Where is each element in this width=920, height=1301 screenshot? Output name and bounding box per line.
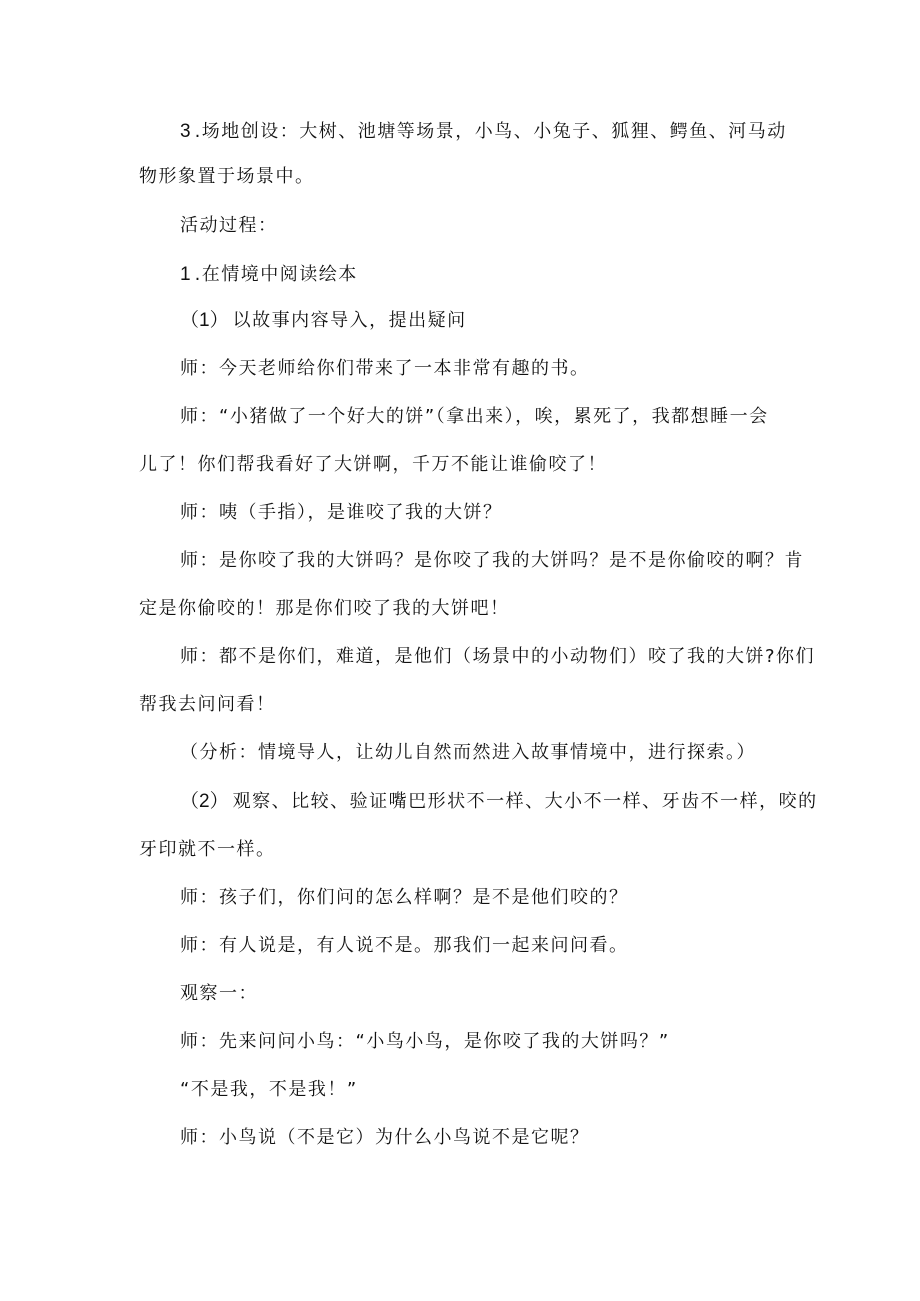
sub-step-heading-observe <box>180 790 818 814</box>
list-number: 3 <box>180 121 191 142</box>
analysis-note: （分析：情境导人，让幼儿自然而然进入故事情境中，进行探索。） <box>180 742 756 763</box>
dialogue-line: 师：“小猪做了一个好大的饼”（拿出来），唉，累死了，我都想睡一会 <box>180 406 769 427</box>
paragraph-venue-setup <box>180 120 787 144</box>
dialogue-line: 师：先来问问小鸟：“小鸟小鸟，是你咬了我的大饼吗？” <box>180 1031 670 1052</box>
step-heading-reading <box>180 263 358 287</box>
dialogue-line-continued: 定是你偷咬的！那是你们咬了我的大饼吧！ <box>139 598 510 619</box>
dialogue-line: 师：咦（手指），是谁咬了我的大饼？ <box>180 502 503 523</box>
paragraph-venue-setup-continued: 物形象置于场景中。 <box>139 166 315 187</box>
dialogue-line: “不是我，不是我！” <box>180 1079 358 1100</box>
observation-heading: 观察一： <box>180 983 258 1004</box>
dialogue-line-continued: 儿了！你们帮我看好了大饼啊，千万不能让谁偷咬了！ <box>139 454 607 475</box>
sub-step-text: 以故事内容导入，提出疑问 <box>232 310 467 331</box>
list-number: （1） <box>180 310 229 331</box>
dialogue-line-continued: 帮我去问问看！ <box>139 694 276 715</box>
dialogue-line: 师：小鸟说（不是它）为什么小鸟说不是它呢？ <box>180 1127 590 1148</box>
dialogue-line: 师：都不是你们，难道，是他们（场景中的小动物们）咬了我的大饼?你们 <box>180 646 816 667</box>
list-number: （2） <box>180 791 229 812</box>
dialogue-line: 师：是你咬了我的大饼吗？是你咬了我的大饼吗？是不是你偷咬的啊？肯 <box>180 550 804 571</box>
dialogue-line: 师：有人说是，有人说不是。那我们一起来问问看。 <box>180 935 629 956</box>
step-heading-text: .在情境中阅读绘本 <box>194 264 358 285</box>
list-number: 1 <box>180 264 191 285</box>
paragraph-text: .场地创设：大树、池塘等场景，小鸟、小兔子、狐狸、鳄鱼、河马动 <box>194 121 787 142</box>
sub-step-heading-intro <box>180 309 467 333</box>
section-heading-activity-process: 活动过程： <box>180 215 278 236</box>
sub-step-text: 观察、比较、验证嘴巴形状不一样、大小不一样、牙齿不一样，咬的 <box>232 791 818 812</box>
dialogue-line: 师：孩子们，你们问的怎么样啊？是不是他们咬的？ <box>180 887 629 908</box>
dialogue-line: 师：今天老师给你们带来了一本非常有趣的书。 <box>180 358 590 379</box>
sub-step-text-continued: 牙印就不一样。 <box>139 839 276 860</box>
